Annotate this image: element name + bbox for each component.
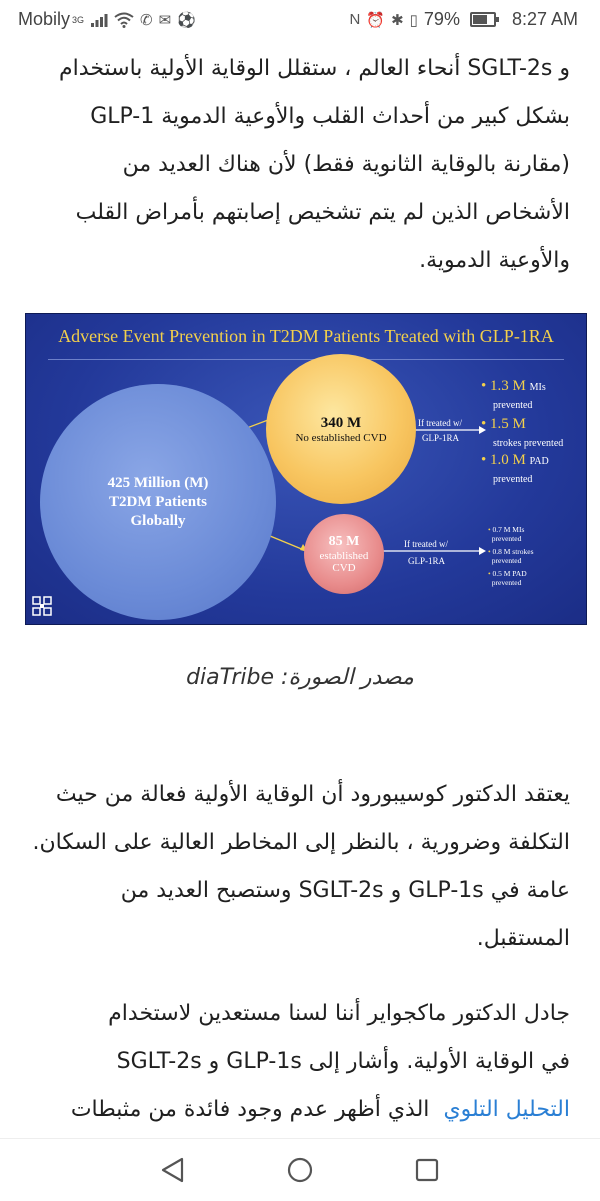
circle-text: T2DM Patients (109, 493, 207, 510)
meta-analysis-link[interactable]: التحليل التلوي (443, 1097, 570, 1122)
small-bullet-mis: • 0.7 M MIs prevented (488, 525, 525, 543)
app-icon: ⚽ (177, 11, 196, 29)
small-bullet-text: prevented (491, 534, 522, 543)
battery-fill (473, 15, 487, 24)
bullet-sub: prevented (493, 474, 533, 485)
text-line: المستقبل. (476, 926, 570, 951)
arrow-label-bottom-2 (408, 556, 445, 567)
bullet-sub: strokes prevented (493, 438, 564, 449)
text-line: الأشخاص الذين لم يتم تشخيص إصابتهم بأمراض القلب (75, 200, 570, 225)
text-segment: الذي أظهر عدم وجود فائدة من مثبطات (70, 1097, 430, 1122)
arrow-label-top-2 (422, 433, 459, 444)
home-button[interactable] (285, 1155, 315, 1185)
arrow-label-line: If treated w/ (418, 418, 462, 428)
circle-label: CVD (332, 562, 356, 574)
text-line: التكلفة وضرورية ، بالنظر إلى المخاطر العالية على السكان. (32, 830, 570, 855)
back-button[interactable] (158, 1155, 188, 1185)
small-bullet-text: 0.5 M PAD (492, 569, 527, 578)
bullet-mis: • 1.3 M MIs (481, 378, 546, 394)
circle-text: Globally (130, 512, 186, 529)
alarm-icon: ⏰ (366, 11, 386, 29)
bluetooth-icon: ✱ (391, 11, 404, 29)
battery-icon (470, 12, 496, 27)
text-line: بشكل كبير من أحداث القلب والأوعية الدموية GLP-1 (90, 104, 570, 129)
network-type: 3G (72, 14, 85, 25)
established-cvd-circle (304, 514, 384, 594)
small-bullet-pad: • 0.5 M PAD prevented (488, 569, 527, 587)
text-line: جادل الدكتور ماكجواير أننا لسنا مستعدين لاستخدام (108, 1001, 570, 1026)
text-line: يعتقد الدكتور كوسيبورود أن الوقاية الأولية فعالة من حيث (55, 782, 570, 807)
status-bar (0, 0, 600, 40)
circle-text: 425 Million (M) (107, 474, 209, 491)
navigation-bar (0, 1138, 600, 1201)
text-line: في الوقاية الأولية. وأشار إلى GLP-1s و SGLT-2s (116, 1049, 570, 1074)
figure-caption: مصدر الصورة: diaTribe (186, 665, 414, 690)
article-paragraph-2 (0, 771, 600, 971)
arrow-label-line: GLP-1RA (408, 556, 446, 566)
text-line: و SGLT-2s أنحاء العالم ، ستقلل الوقاية الأولية باستخدام (59, 56, 570, 81)
small-bullet-text: prevented (491, 578, 522, 587)
recents-button[interactable] (412, 1155, 442, 1185)
no-cvd-circle (266, 354, 416, 504)
small-bullet-strokes: • 0.8 M strokes prevented (488, 547, 534, 565)
circle-value: 340 M (320, 414, 362, 431)
signal-icon (90, 12, 108, 28)
bullet-value: 1.5 M (490, 416, 526, 432)
bullet-unit: PAD (529, 456, 549, 467)
text-line: عامة في GLP-1s و SGLT-2s وستصبح العديد من (120, 878, 570, 903)
circle-value: 85 M (328, 534, 360, 549)
bullet-strokes: • 1.5 M (481, 416, 526, 432)
status-left (18, 9, 196, 30)
global-patients-circle (40, 384, 276, 620)
bullet-pad: • 1.0 M PAD (481, 452, 549, 468)
arrow-label-line: If treated w/ (404, 539, 448, 549)
figure-title: Adverse Event Prevention in T2DM Patients Treated with GLP-1RA (58, 326, 554, 346)
small-bullet-text: 0.8 M strokes (492, 547, 534, 556)
arrow-label-line: GLP-1RA (422, 433, 460, 443)
circle-label: No established CVD (295, 431, 387, 444)
arrow-label-bottom (404, 539, 448, 550)
battery-percent: 79% (423, 9, 460, 29)
nfc-icon: N (349, 11, 361, 28)
clock: 8:27 AM (511, 9, 578, 29)
small-bullet-text: prevented (491, 556, 522, 565)
text-line: (مقارنة بالوقاية الثانوية فقط) لأن هناك العديد من (122, 152, 570, 177)
whatsapp-icon: ✆ (140, 11, 153, 29)
bullet-sub: prevented (493, 400, 533, 411)
bullet-unit: MIs (529, 382, 546, 393)
article-figure[interactable] (25, 313, 587, 625)
wifi-icon (114, 12, 134, 28)
arrow-label-top (418, 418, 462, 429)
vibrate-icon: ▯ (409, 11, 418, 29)
text-line (71, 1086, 570, 1134)
carrier-label: Mobily (18, 9, 71, 29)
article-paragraph-1 (0, 45, 600, 295)
bullet-value: 1.0 M (490, 452, 526, 468)
status-right (350, 9, 578, 30)
bullet-value: 1.3 M (490, 378, 526, 394)
circle-label: established (319, 550, 369, 562)
article-paragraph-3 (0, 990, 600, 1140)
presentation-logo-icon (32, 596, 52, 616)
small-bullet-text: 0.7 M MIs (492, 525, 525, 534)
text-line: والأوعية الدموية. (419, 248, 570, 273)
message-icon: ✉ (158, 11, 172, 29)
